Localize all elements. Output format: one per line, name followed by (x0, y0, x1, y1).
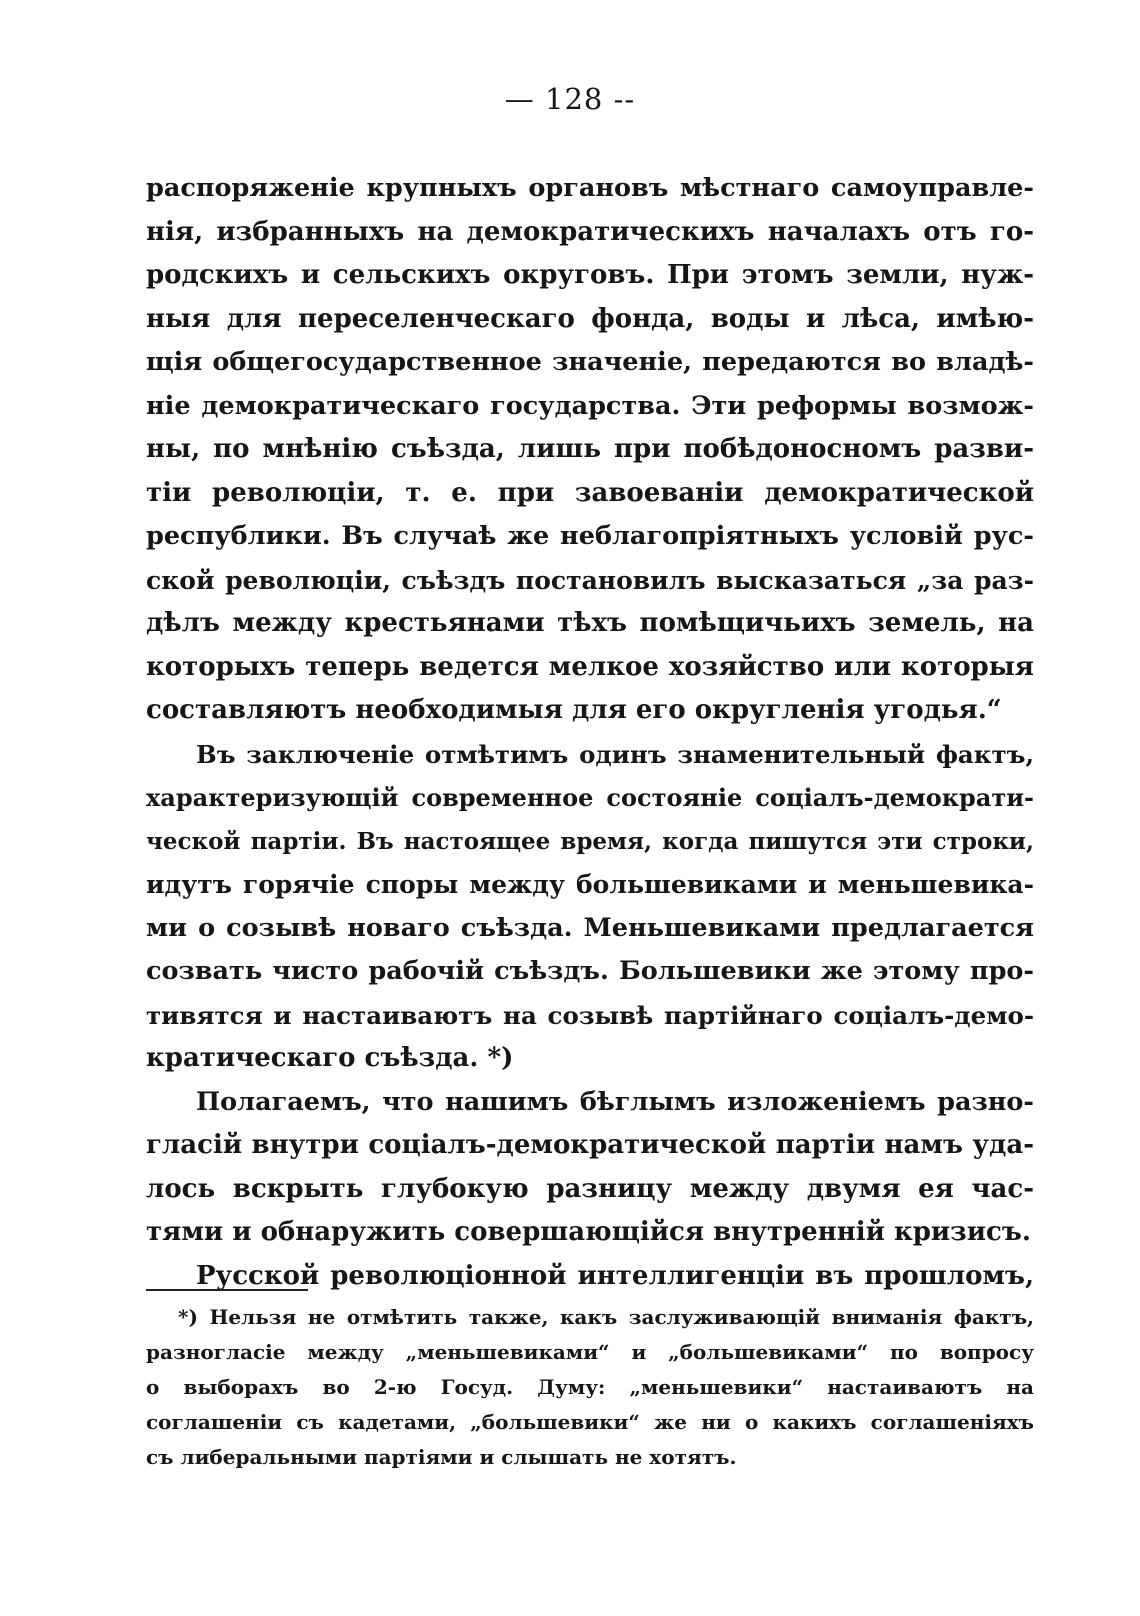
text-line: распоряженіе крупныхъ органовъ мѣстнаго самоуправле- (146, 173, 1034, 203)
text-line: ны, по мнѣнію съѣзда, лишь при побѣдоносномъ разви- (146, 434, 1034, 464)
page-number: — 128 -- (504, 82, 636, 116)
footnote-line: съ либеральными партіями и слышать не хотятъ. (146, 1445, 737, 1469)
main-text (146, 167, 1034, 1298)
text-line: ми о созывѣ новаго съѣзда. Меньшевиками предлагается (146, 912, 1034, 943)
paragraph-first-line: Русской революціонной интеллигенціи въ прошломъ, (196, 1260, 1034, 1291)
text-line: созвать чисто рабочій съѣздъ. Большевики же этому про- (146, 956, 1034, 986)
text-line: лось вскрыть глубокую разницу между двумя ея час- (146, 1173, 1034, 1204)
text-line: ской революціи, съѣздъ постановилъ высказаться „за раз- (146, 565, 1034, 595)
text-line: республики. Въ случаѣ же неблагопріятныхъ условій рус- (146, 521, 1034, 551)
paragraph-first-line: Полагаемъ, что нашимъ бѣглымъ изложеніемъ разно- (196, 1086, 1034, 1117)
footnote-line: о выборахъ во 2-ю Госуд. Думу: „меньшевики“ настаиваютъ на (146, 1375, 1034, 1399)
footnote-line: разногласіе между „меньшевиками“ и „большевиками“ по вопросу (146, 1340, 1034, 1364)
text-line: ческой партіи. Въ настоящее время, когда пишутся эти строки, (146, 827, 1034, 855)
text-line: родскихъ и сельскихъ округовъ. При этомъ земли, нуж- (146, 260, 1034, 290)
text-line: тивятся и настаиваютъ на созывѣ партійнаго соціалъ-демо- (146, 1000, 1034, 1030)
text-line: характеризующій современное состояніе соціалъ-демократи- (146, 783, 1034, 812)
text-line: идутъ горячіе споры между большевиками и меньшевика- (146, 870, 1034, 899)
text-line: ныя для переселенческаго фонда, воды и лѣса, имѣю- (146, 303, 1034, 334)
paragraph-first-line: Въ заключеніе отмѣтимъ одинъ знаменительный фактъ, (196, 739, 1034, 769)
text-line: тіи революціи, т. е. при завоеваніи демократической (146, 477, 1034, 508)
text-line: щія общегосударственное значеніе, передаются во владѣ- (146, 347, 1034, 377)
text-line: нія, избранныхъ на демократическихъ началахъ отъ го- (146, 216, 1034, 247)
text-line: дѣлъ между крестьянами тѣхъ помѣщичьихъ земель, на (146, 608, 1034, 638)
text-line: гласій внутри соціалъ-демократической партіи намъ уда- (146, 1130, 1034, 1160)
text-line: которыхъ теперь ведется мелкое хозяйство или которыя (146, 651, 1034, 682)
footnote (146, 1300, 1034, 1475)
footnote-divider (146, 1289, 308, 1291)
text-line: кратическаго съѣзда. *) (146, 1043, 514, 1073)
footnote-line: соглашеніи съ кадетами, „большевики“ же ни о какихъ соглашеніяхъ (146, 1410, 1034, 1434)
text-line: тями и обнаружить совершающійся внутренній кризисъ. (146, 1217, 1031, 1247)
text-line: ніе демократическаго государства. Эти реформы возмож- (146, 390, 1034, 421)
text-line: составляютъ необходимыя для его округленія угодья.“ (146, 695, 1002, 725)
footnote-line: *) Нельзя не отмѣтить также, какъ заслуживающій вниманія фактъ, (178, 1305, 1034, 1329)
